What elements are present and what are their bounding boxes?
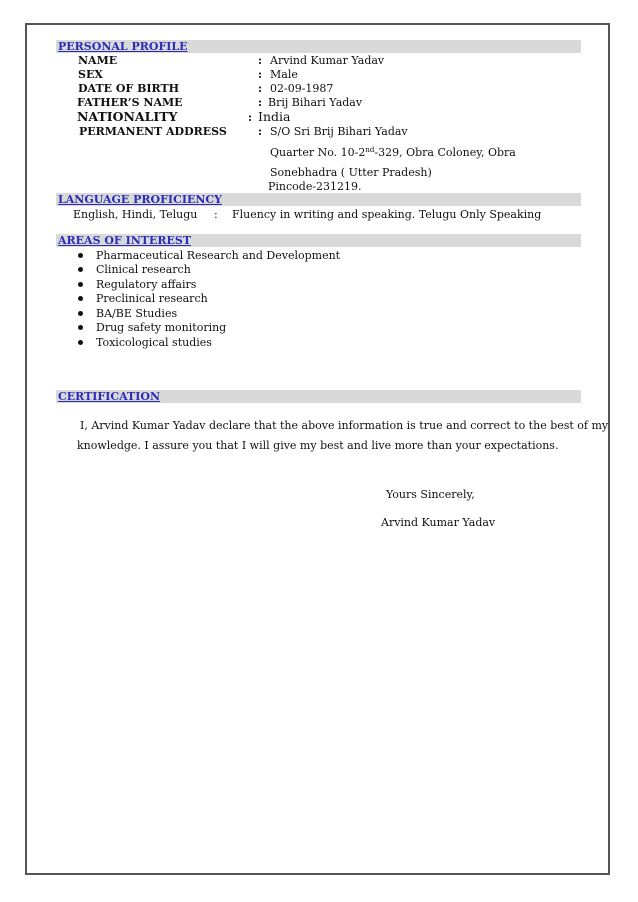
name-value: Arvind Kumar Yadav [270, 54, 385, 67]
closing-text: Yours Sincerely, [386, 488, 475, 501]
nationality-label: NATIONALITY [77, 109, 178, 124]
language-colon: : [214, 208, 218, 221]
address-line-2: Quarter No. 10-2nd-329, Obra Coloney, Obra [270, 146, 516, 159]
sex-value: Male [270, 68, 298, 81]
address-colon: : [258, 125, 263, 138]
address-label: PERMANENT ADDRESS [79, 125, 227, 138]
address-line-3: Sonebhadra ( Utter Pradesh) [270, 166, 432, 179]
section-title-personal-profile: PERSONAL PROFILE [58, 40, 188, 53]
dob-colon: : [258, 82, 263, 95]
nationality-value: India [258, 109, 291, 124]
father-name-value: Brij Bihari Yadav [268, 96, 363, 109]
bullet-icon [78, 267, 83, 272]
interest-item: Preclinical research [96, 292, 208, 305]
bullet-icon [78, 282, 83, 287]
address-line-4: Pincode-231219. [268, 180, 362, 193]
interest-item: Clinical research [96, 263, 191, 276]
bullet-icon [78, 325, 83, 330]
languages-list: English, Hindi, Telugu [73, 208, 198, 221]
bullet-icon [78, 311, 83, 316]
bullet-icon [78, 296, 83, 301]
bullet-icon [78, 340, 83, 345]
father-name-colon: : [258, 96, 263, 109]
sex-label: SEX [78, 68, 103, 81]
dob-value: 02-09-1987 [270, 82, 334, 95]
interest-item: Drug safety monitoring [96, 321, 227, 334]
father-name-label: FATHER’S NAME [77, 96, 183, 109]
interest-item: Pharmaceutical Research and Development [96, 249, 341, 262]
section-title-interests: AREAS OF INTEREST [58, 234, 192, 247]
bullet-icon [78, 253, 83, 258]
signature-name: Arvind Kumar Yadav [381, 516, 496, 529]
certification-line-2: knowledge. I assure you that I will give my best and live more than your expectations. [77, 439, 559, 452]
section-title-certification: CERTIFICATION [58, 390, 161, 403]
name-label: NAME [78, 54, 118, 67]
dob-label: DATE OF BIRTH [78, 82, 180, 95]
certification-line-1: I, Arvind Kumar Yadav declare that the above information is true and correct to the best of my [80, 419, 609, 432]
interest-item: Toxicological studies [96, 336, 212, 349]
interest-item: Regulatory affairs [96, 278, 197, 291]
language-detail: Fluency in writing and speaking. Telugu Only Speaking [232, 208, 542, 221]
address-line-1: S/O Sri Brij Bihari Yadav [270, 125, 408, 138]
section-title-language: LANGUAGE PROFICIENCY [58, 193, 223, 206]
nationality-colon: : [248, 111, 253, 124]
sex-colon: : [258, 68, 263, 81]
interest-item: BA/BE Studies [96, 307, 178, 320]
name-colon: : [258, 54, 263, 67]
